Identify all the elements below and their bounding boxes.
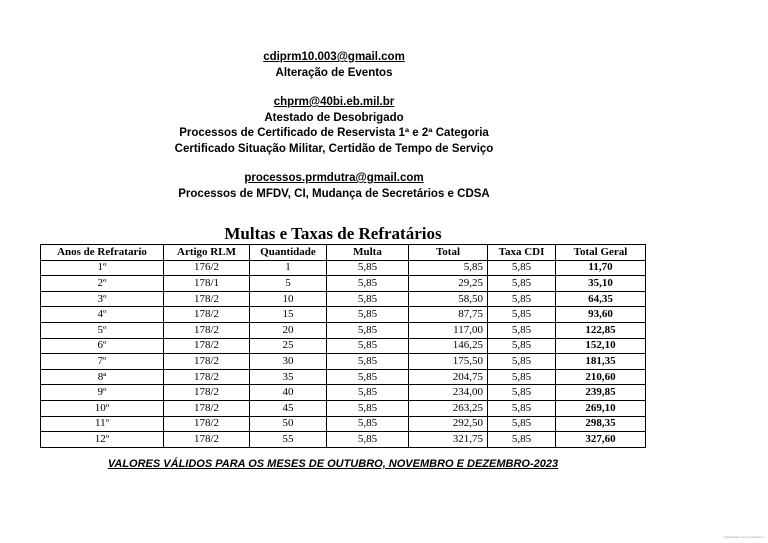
contacts-section [0, 50, 668, 216]
cell-taxa-cdi: 5,85 [488, 322, 556, 338]
table-row [41, 385, 646, 401]
cell-taxa-cdi: 5,85 [488, 354, 556, 370]
cell-quantidade: 35 [250, 369, 327, 385]
cell-ano: 10º [41, 400, 164, 416]
header-quantidade: Quantidade [250, 245, 327, 261]
table-row [41, 291, 646, 307]
cell-total: 234,00 [409, 385, 488, 401]
contact-group-processos [0, 171, 668, 202]
table-row [41, 338, 646, 354]
cell-total-geral: 210,60 [556, 369, 646, 385]
cell-ano: 9º [41, 385, 164, 401]
cell-total: 321,75 [409, 432, 488, 448]
cell-multa: 5,85 [327, 354, 409, 370]
cell-ano: 8ª [41, 369, 164, 385]
cell-artigo: 178/2 [164, 416, 250, 432]
cell-total-geral: 269,10 [556, 400, 646, 416]
table-row [41, 400, 646, 416]
cell-multa: 5,85 [327, 385, 409, 401]
table-title: Multas e Taxas de Refratários [224, 224, 442, 243]
cell-taxa-cdi: 5,85 [488, 260, 556, 276]
table-body [41, 260, 646, 447]
header-total-geral: Total Geral [556, 245, 646, 261]
cell-quantidade: 10 [250, 291, 327, 307]
cell-total-geral: 181,35 [556, 354, 646, 370]
cell-multa: 5,85 [327, 276, 409, 292]
header-multa: Multa [327, 245, 409, 261]
cell-taxa-cdi: 5,85 [488, 385, 556, 401]
cell-total: 87,75 [409, 307, 488, 323]
table-row [41, 276, 646, 292]
cell-artigo: 176/2 [164, 260, 250, 276]
cell-total-geral: 298,35 [556, 416, 646, 432]
email-chprm[interactable]: chprm@40bi.eb.mil.br [273, 96, 395, 108]
cell-taxa-cdi: 5,85 [488, 276, 556, 292]
cell-multa: 5,85 [327, 322, 409, 338]
table-row [41, 322, 646, 338]
cell-total: 263,25 [409, 400, 488, 416]
service-line: Processos de Certificado de Reservista 1ª e 2ª Categoria [179, 127, 489, 139]
service-line: Atestado de Desobrigado [264, 111, 404, 124]
cell-ano: 5º [41, 322, 164, 338]
cell-artigo: 178/2 [164, 338, 250, 354]
header-artigo: Artigo RLM [164, 245, 250, 261]
fees-table [40, 244, 646, 448]
cell-multa: 5,85 [327, 338, 409, 354]
table-row [41, 432, 646, 448]
cell-total-geral: 64,35 [556, 291, 646, 307]
cell-multa: 5,85 [327, 416, 409, 432]
cell-ano: 3º [41, 291, 164, 307]
email-processos[interactable]: processos.prmdutra@gmail.com [244, 172, 424, 184]
cell-multa: 5,85 [327, 291, 409, 307]
cell-taxa-cdi: 5,85 [488, 307, 556, 323]
cell-ano: 12º [41, 432, 164, 448]
cell-quantidade: 20 [250, 322, 327, 338]
cell-quantidade: 40 [250, 385, 327, 401]
cell-quantidade: 15 [250, 307, 327, 323]
cell-taxa-cdi: 5,85 [488, 369, 556, 385]
cell-quantidade: 5 [250, 276, 327, 292]
cell-taxa-cdi: 5,85 [488, 400, 556, 416]
service-line: Processos de MFDV, CI, Mudança de Secretários e CDSA [178, 187, 490, 200]
cell-total: 58,50 [409, 291, 488, 307]
cell-total-geral: 239,85 [556, 385, 646, 401]
cell-ano: 7º [41, 354, 164, 370]
cell-artigo: 178/2 [164, 400, 250, 416]
cell-quantidade: 55 [250, 432, 327, 448]
cell-taxa-cdi: 5,85 [488, 432, 556, 448]
service-line: Alteração de Eventos [275, 66, 393, 79]
cell-total-geral: 152,10 [556, 338, 646, 354]
cell-artigo: 178/2 [164, 354, 250, 370]
header-taxa-cdi: Taxa CDI [488, 245, 556, 261]
cell-quantidade: 1 [250, 260, 327, 276]
cell-artigo: 178/2 [164, 385, 250, 401]
cell-total-geral: 35,10 [556, 276, 646, 292]
cell-artigo: 178/2 [164, 432, 250, 448]
validity-note: VALORES VÁLIDOS PARA OS MESES DE OUTUBRO, NOVEMBRO E DEZEMBRO-2023 [107, 458, 559, 470]
cell-artigo: 178/2 [164, 291, 250, 307]
cell-total: 117,00 [409, 322, 488, 338]
scanner-watermark: Digitalizado com CamScanner [723, 535, 764, 539]
cell-total-geral: 327,60 [556, 432, 646, 448]
cell-multa: 5,85 [327, 307, 409, 323]
cell-quantidade: 45 [250, 400, 327, 416]
cell-multa: 5,85 [327, 400, 409, 416]
table-row [41, 354, 646, 370]
cell-multa: 5,85 [327, 432, 409, 448]
service-line: Certificado Situação Militar, Certidão de Tempo de Serviço [174, 142, 494, 155]
cell-taxa-cdi: 5,85 [488, 338, 556, 354]
cell-total: 292,50 [409, 416, 488, 432]
table-row [41, 369, 646, 385]
cell-quantidade: 25 [250, 338, 327, 354]
table-row [41, 307, 646, 323]
cell-total: 175,50 [409, 354, 488, 370]
cell-artigo: 178/2 [164, 322, 250, 338]
cell-artigo: 178/1 [164, 276, 250, 292]
email-cdiprm[interactable]: cdiprm10.003@gmail.com [263, 51, 405, 63]
cell-total: 5,85 [409, 260, 488, 276]
cell-artigo: 178/2 [164, 307, 250, 323]
cell-artigo: 178/2 [164, 369, 250, 385]
cell-total: 146,25 [409, 338, 488, 354]
cell-multa: 5,85 [327, 369, 409, 385]
cell-ano: 4º [41, 307, 164, 323]
contact-group-eventos [0, 50, 668, 81]
cell-multa: 5,85 [327, 260, 409, 276]
table-row [41, 260, 646, 276]
cell-taxa-cdi: 5,85 [488, 416, 556, 432]
cell-ano: 11º [41, 416, 164, 432]
cell-total-geral: 122,85 [556, 322, 646, 338]
cell-total-geral: 93,60 [556, 307, 646, 323]
cell-total: 204,75 [409, 369, 488, 385]
cell-ano: 6º [41, 338, 164, 354]
cell-quantidade: 30 [250, 354, 327, 370]
header-total: Total [409, 245, 488, 261]
cell-total-geral: 11,70 [556, 260, 646, 276]
table-header-row [41, 245, 646, 261]
header-anos: Anos de Refratario [41, 245, 164, 261]
cell-total: 29,25 [409, 276, 488, 292]
contact-group-certificados [0, 95, 668, 157]
cell-ano: 1º [41, 260, 164, 276]
cell-taxa-cdi: 5,85 [488, 291, 556, 307]
table-row [41, 416, 646, 432]
cell-ano: 2º [41, 276, 164, 292]
cell-quantidade: 50 [250, 416, 327, 432]
